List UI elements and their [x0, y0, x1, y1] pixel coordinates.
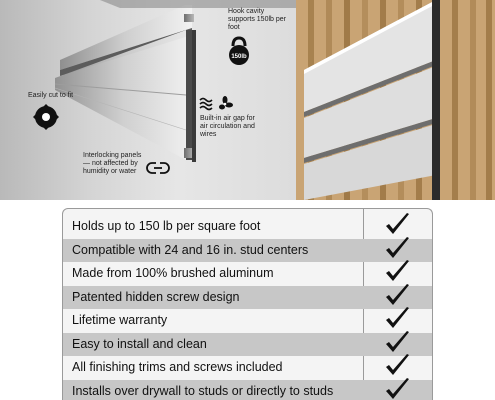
feature-row [63, 333, 432, 357]
saw-blade-icon [33, 104, 59, 135]
features-table [62, 208, 433, 400]
feature-label: Holds up to 150 lb per square foot [72, 219, 261, 233]
feature-row [63, 356, 432, 380]
feature-label: Patented hidden screw design [72, 289, 240, 304]
checkmark-icon [383, 330, 411, 356]
air-fan-icon [199, 96, 235, 117]
checkmark-icon [383, 283, 411, 309]
feature-label: Lifetime warranty [72, 313, 168, 327]
checkmark-icon [383, 259, 411, 285]
feature-row [63, 215, 432, 239]
feature-label: Installs over drywall to studs or directly to studs [72, 383, 334, 398]
air-gap-callout: Built-in air gap for air circulation and wires [200, 115, 255, 138]
kettlebell-icon [226, 36, 252, 71]
hook-cavity-callout: Hook cavity supports 150lb per foot [228, 8, 286, 31]
installed-panels [296, 0, 495, 200]
checkmark-icon [383, 306, 411, 332]
feature-row [63, 309, 432, 333]
feature-label: Easy to install and clean [72, 336, 207, 351]
feature-label: All finishing trims and screws included [72, 360, 283, 374]
feature-row [63, 239, 432, 263]
checkmark-icon [383, 377, 411, 400]
cut-to-fit-callout: Easily cut to fit [28, 92, 74, 99]
feature-label: Compatible with 24 and 16 in. stud centers [72, 242, 309, 257]
checkmark-icon [383, 353, 411, 379]
kettlebell-weight-label: 150lb [231, 54, 247, 60]
interlock-icon [146, 160, 170, 181]
checkmark-icon [383, 236, 411, 262]
feature-row [63, 380, 432, 400]
checkmark-icon [383, 212, 411, 238]
installed-wall-photo [296, 0, 495, 200]
feature-row [63, 286, 432, 310]
interlocking-callout: Interlocking panels — not affected by humidity or water [83, 152, 142, 175]
feature-label: Made from 100% brushed aluminum [72, 266, 274, 280]
feature-row [63, 262, 432, 286]
